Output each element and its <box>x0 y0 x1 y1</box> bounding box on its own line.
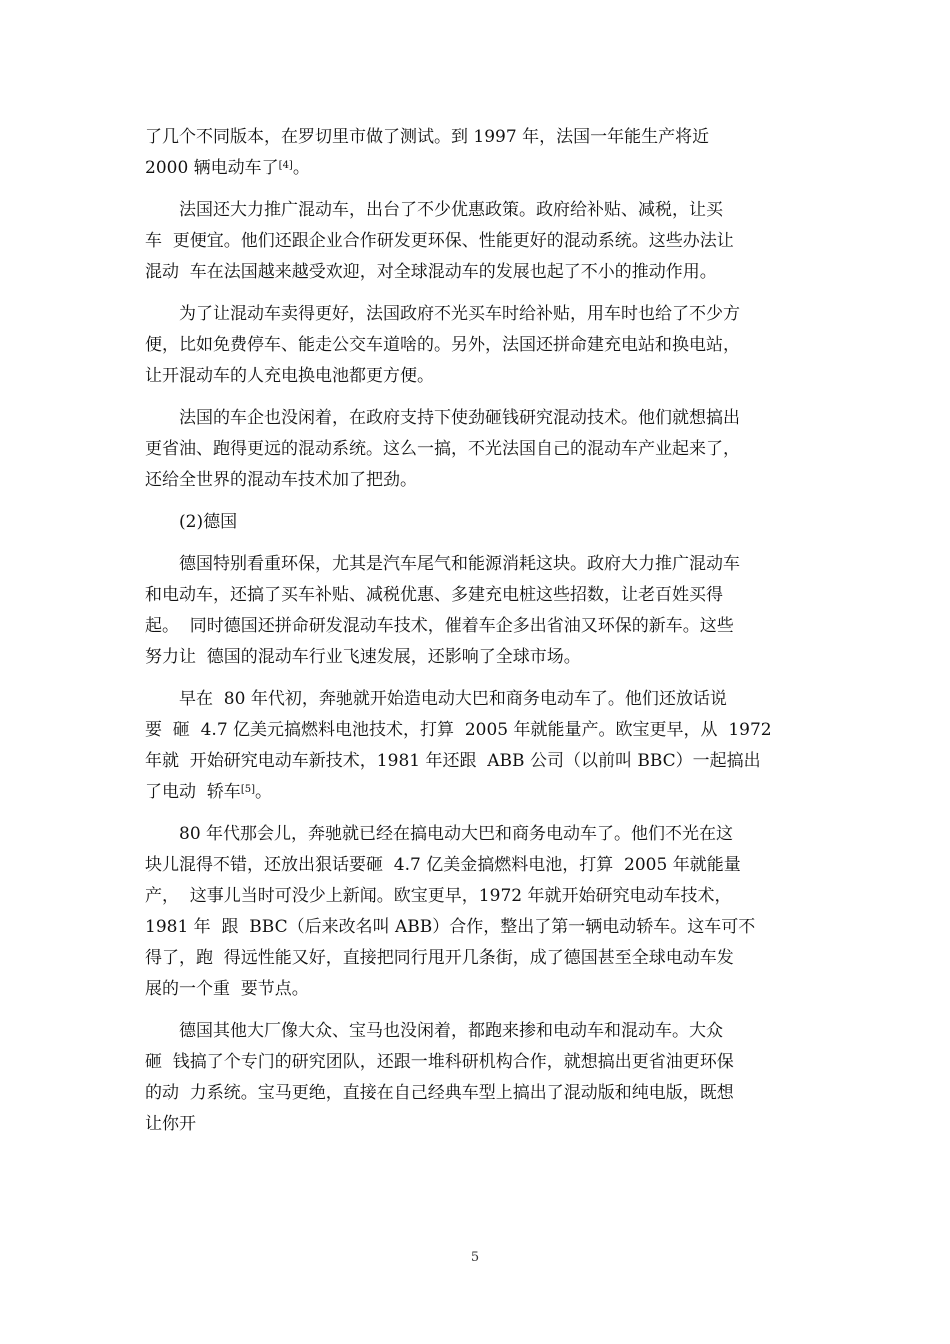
text-span: 。 <box>292 158 310 178</box>
text-line: 的动 力系统。宝马更绝，直接在自己经典车型上搞出了混动版和纯电版，既想 <box>145 1083 734 1103</box>
section-heading <box>145 507 810 538</box>
text-line: 法国还大力推广混动车，出台了不少优惠政策。政府给补贴、减税，让买 <box>145 200 723 220</box>
heading-line: (2)德国 <box>145 512 238 532</box>
text-line: 还给全世界的混动车技术加了把劲。 <box>145 470 417 490</box>
text-span: 。 <box>254 782 272 802</box>
text-span: 了电动 轿车 <box>145 782 241 802</box>
text-line: 起。 同时德国还拼命研发混动车技术，催着车企多出省油又环保的新车。这些 <box>145 616 734 636</box>
text-line: 了几个不同版本，在罗切里市做了测试。到 1997 年，法国一年能生产将近 <box>145 127 710 147</box>
citation-ref: [5] <box>240 784 255 795</box>
paragraph <box>145 299 810 392</box>
text-line: 车 更便宜。他们还跟企业合作研发更环保、性能更好的混动系统。这些办法让 <box>145 231 734 251</box>
text-line: 年就 开始研究电动车新技术，1981 年还跟 ABB 公司（以前叫 BBC）一起搞出 <box>145 751 761 771</box>
page-number: 5 <box>470 1250 480 1265</box>
body-text <box>145 122 810 1140</box>
text-line <box>145 777 810 808</box>
text-line: 1981 年 跟 BBC（后来改名叫 ABB）合作，整出了第一辆电动轿车。这车可不 <box>145 917 756 937</box>
paragraph <box>145 819 810 1005</box>
paragraph <box>145 1016 810 1140</box>
text-line: 和电动车，还搞了买车补贴、减税优惠、多建充电桩这些招数，让老百姓买得 <box>145 585 723 605</box>
citation-ref: [4] <box>278 160 293 171</box>
text-line: 让你开 <box>145 1114 196 1134</box>
paragraph <box>145 684 810 808</box>
text-line: 产， 这事儿当时可没少上新闻。欧宝更早，1972 年就开始研究电动车技术， <box>145 886 732 906</box>
paragraph <box>145 122 810 184</box>
text-line: 便，比如免费停车、能走公交车道啥的。另外，法国还拼命建充电站和换电站， <box>145 335 740 355</box>
text-line: 展的一个重 要节点。 <box>145 979 309 999</box>
paragraph <box>145 403 810 496</box>
text-line: 块儿混得不错，还放出狠话要砸 4.7 亿美金搞燃料电池，打算 2005 年就能量 <box>145 855 741 875</box>
text-line: 要 砸 4.7 亿美元搞燃料电池技术，打算 2005 年就能量产。欧宝更早，从 1972 <box>145 720 772 740</box>
text-line: 努力让 德国的混动车行业飞速发展，还影响了全球市场。 <box>145 647 581 667</box>
paragraph <box>145 195 810 288</box>
text-line <box>145 153 810 184</box>
text-line: 得了，跑 得远性能又好，直接把同行甩开几条街，成了德国甚至全球电动车发 <box>145 948 734 968</box>
text-line: 砸 钱搞了个专门的研究团队，还跟一堆科研机构合作，就想搞出更省油更环保 <box>145 1052 734 1072</box>
text-line: 混动 车在法国越来越受欢迎，对全球混动车的发展也起了不小的推动作用。 <box>145 262 717 282</box>
text-span: 2000 辆电动车了 <box>145 158 279 178</box>
text-line: 为了让混动车卖得更好，法国政府不光买车时给补贴，用车时也给了不少方 <box>145 304 740 324</box>
text-line: 德国其他大厂像大众、宝马也没闲着，都跑来掺和电动车和混动车。大众 <box>145 1021 723 1041</box>
text-line: 德国特别看重环保，尤其是汽车尾气和能源消耗这块。政府大力推广混动车 <box>145 554 740 574</box>
paragraph <box>145 549 810 673</box>
text-line: 法国的车企也没闲着，在政府支持下使劲砸钱研究混动技术。他们就想搞出 <box>145 408 740 428</box>
text-line: 早在 80 年代初，奔驰就开始造电动大巴和商务电动车了。他们还放话说 <box>145 689 727 709</box>
text-line: 80 年代那会儿，奔驰就已经在搞电动大巴和商务电动车了。他们不光在这 <box>145 824 734 844</box>
text-line: 让开混动车的人充电换电池都更方便。 <box>145 366 434 386</box>
text-line: 更省油、跑得更远的混动系统。这么一搞，不光法国自己的混动车产业起来了， <box>145 439 740 459</box>
